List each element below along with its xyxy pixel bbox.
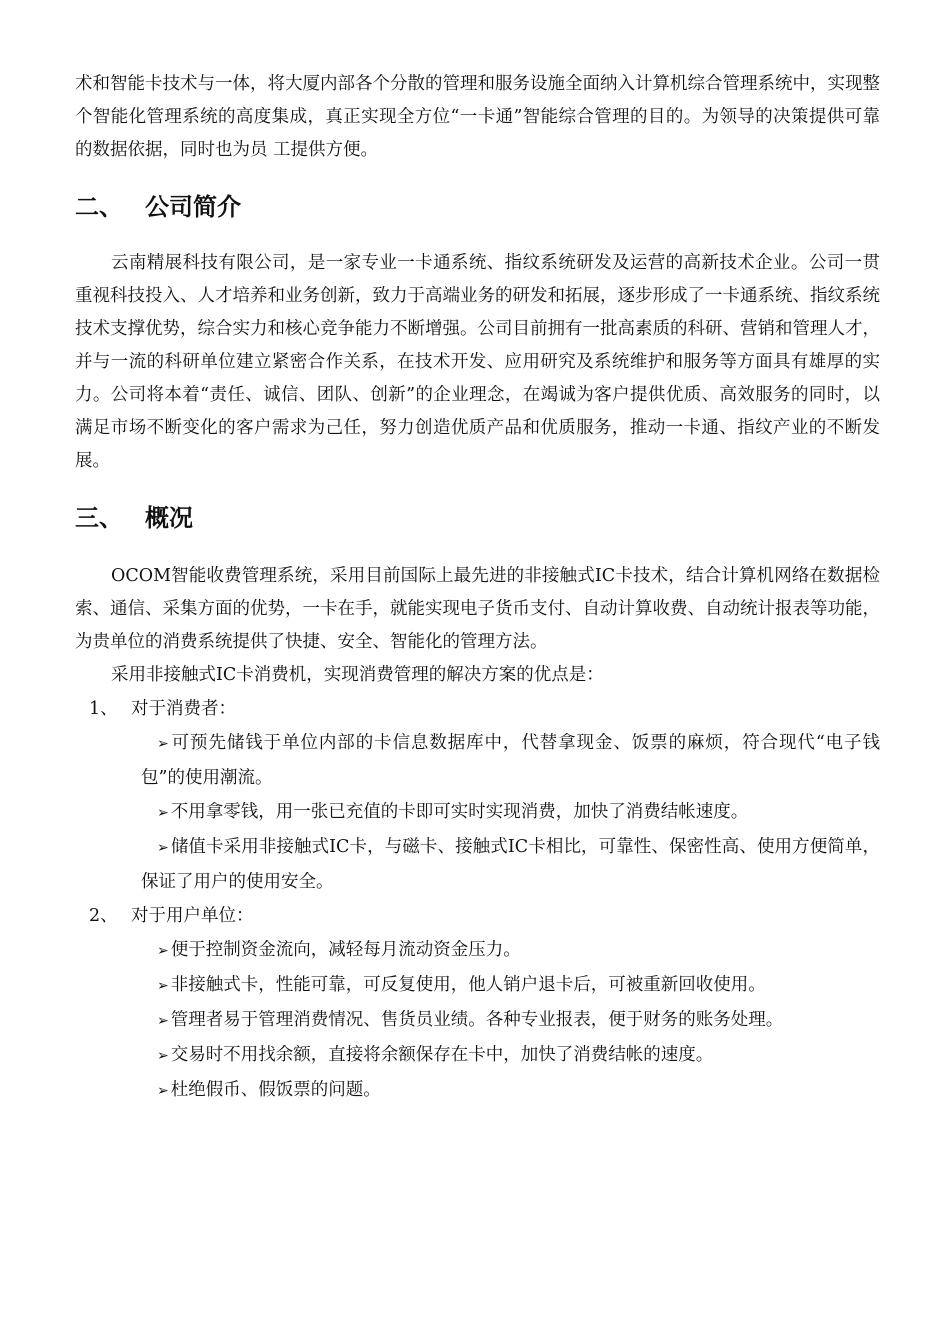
list-item-text: 可预先储钱于单位内部的卡信息数据库中，代替拿现金、饭票的麻烦，符合现代“电子钱包”的使用潮流。 bbox=[141, 733, 880, 788]
list-number: 1、 bbox=[89, 699, 118, 719]
list-item-text: 非接触式卡，性能可靠，可反复使用，他人销户退卡后，可被重新回收使用。 bbox=[170, 975, 766, 995]
section-title: 概况 bbox=[145, 504, 193, 532]
advantages-intro: 采用非接触式IC卡消费机，实现消费管理的解决方案的优点是： bbox=[111, 665, 604, 685]
list-item bbox=[75, 795, 880, 830]
list-item-text: 储值卡采用非接触式IC卡，与磁卡、接触式IC卡相比，可靠性、保密性高、使用方便简单，保证了用户的使用安全。 bbox=[141, 837, 880, 892]
list-item-text: 交易时不用找余额，直接将余额保存在卡中，加快了消费结帐的速度。 bbox=[170, 1045, 714, 1065]
list-item bbox=[75, 968, 880, 1003]
arrow-bullet-icon: ➢ bbox=[157, 1083, 169, 1099]
arrow-bullet-icon: ➢ bbox=[157, 978, 169, 994]
company-paragraph: 云南精展科技有限公司，是一家专业一卡通系统、指纹系统研发及运营的高新技术企业。公司一贯重视科技投入、人才培养和业务创新，致力于高端业务的研发和拓展，逐步形成了一卡通系统、指纹系统技术支撑优势，综合实力和核心竞争能力不断增强。公司目前拥有一批高素质的科研、营销和管理人才，并与一流的科研单位建立紧密合作关系，在技术开发、应用研究及系统维护和服务等方面具有雄厚的实力。公司将本着“责任、诚信、团队、创新”的企业理念，在竭诚为客户提供优质、高效服务的同时，以满足市场不断变化的客户需求为己任，努力创造优质产品和优质服务，推动一卡通、指纹产业的不断发展。 bbox=[75, 253, 880, 471]
list-number: 2、 bbox=[89, 906, 118, 926]
section-title: 公司简介 bbox=[145, 193, 241, 221]
arrow-bullet-icon: ➢ bbox=[157, 1048, 169, 1064]
document-page bbox=[75, 68, 880, 1108]
section-number: 二、 bbox=[75, 193, 123, 221]
list-item bbox=[75, 1073, 880, 1108]
section-heading-company bbox=[75, 189, 880, 225]
arrow-bullet-icon: ➢ bbox=[157, 736, 169, 752]
arrow-bullet-icon: ➢ bbox=[157, 805, 169, 821]
list-item-text: 便于控制资金流向，减轻每月流动资金压力。 bbox=[170, 940, 521, 960]
list-item-text: 不用拿零钱，用一张已充值的卡即可实时实现消费，加快了消费结帐速度。 bbox=[170, 802, 749, 822]
section-heading-overview bbox=[75, 500, 880, 536]
list-item bbox=[75, 830, 880, 899]
overview-paragraph: OCOM智能收费管理系统，采用目前国际上最先进的非接触式IC卡技术，结合计算机网络在数据检索、通信、采集方面的优势，一卡在手，就能实现电子货币支付、自动计算收费、自动统计报表等功能，为贵单位的消费系统提供了快捷、安全、智能化的管理方法。 bbox=[75, 566, 880, 652]
section-number: 三、 bbox=[75, 504, 123, 532]
arrow-bullet-icon: ➢ bbox=[157, 840, 169, 856]
list-item bbox=[75, 1003, 880, 1038]
list-item-text: 杜绝假币、假饭票的问题。 bbox=[170, 1080, 381, 1100]
list-item-text: 管理者易于管理消费情况、售货员业绩。各种专业报表，便于财务的账务处理。 bbox=[170, 1010, 784, 1030]
list-item bbox=[75, 1038, 880, 1073]
list-label-consumers bbox=[75, 692, 880, 726]
arrow-bullet-icon: ➢ bbox=[157, 1013, 169, 1029]
intro-paragraph: 术和智能卡技术与一体，将大厦内部各个分散的管理和服务设施全面纳入计算机综合管理系统中，实现整个智能化管理系统的高度集成，真正实现全方位“一卡通”智能综合管理的目的。为领导的决策提供可靠的数据依据，同时也为员 工提供方便。 bbox=[75, 74, 880, 160]
arrow-bullet-icon: ➢ bbox=[157, 943, 169, 959]
list-label-text: 对于用户单位： bbox=[131, 906, 254, 926]
list-item bbox=[75, 726, 880, 795]
list-label-text: 对于消费者： bbox=[131, 699, 236, 719]
list-item bbox=[75, 933, 880, 968]
list-label-units bbox=[75, 899, 880, 933]
